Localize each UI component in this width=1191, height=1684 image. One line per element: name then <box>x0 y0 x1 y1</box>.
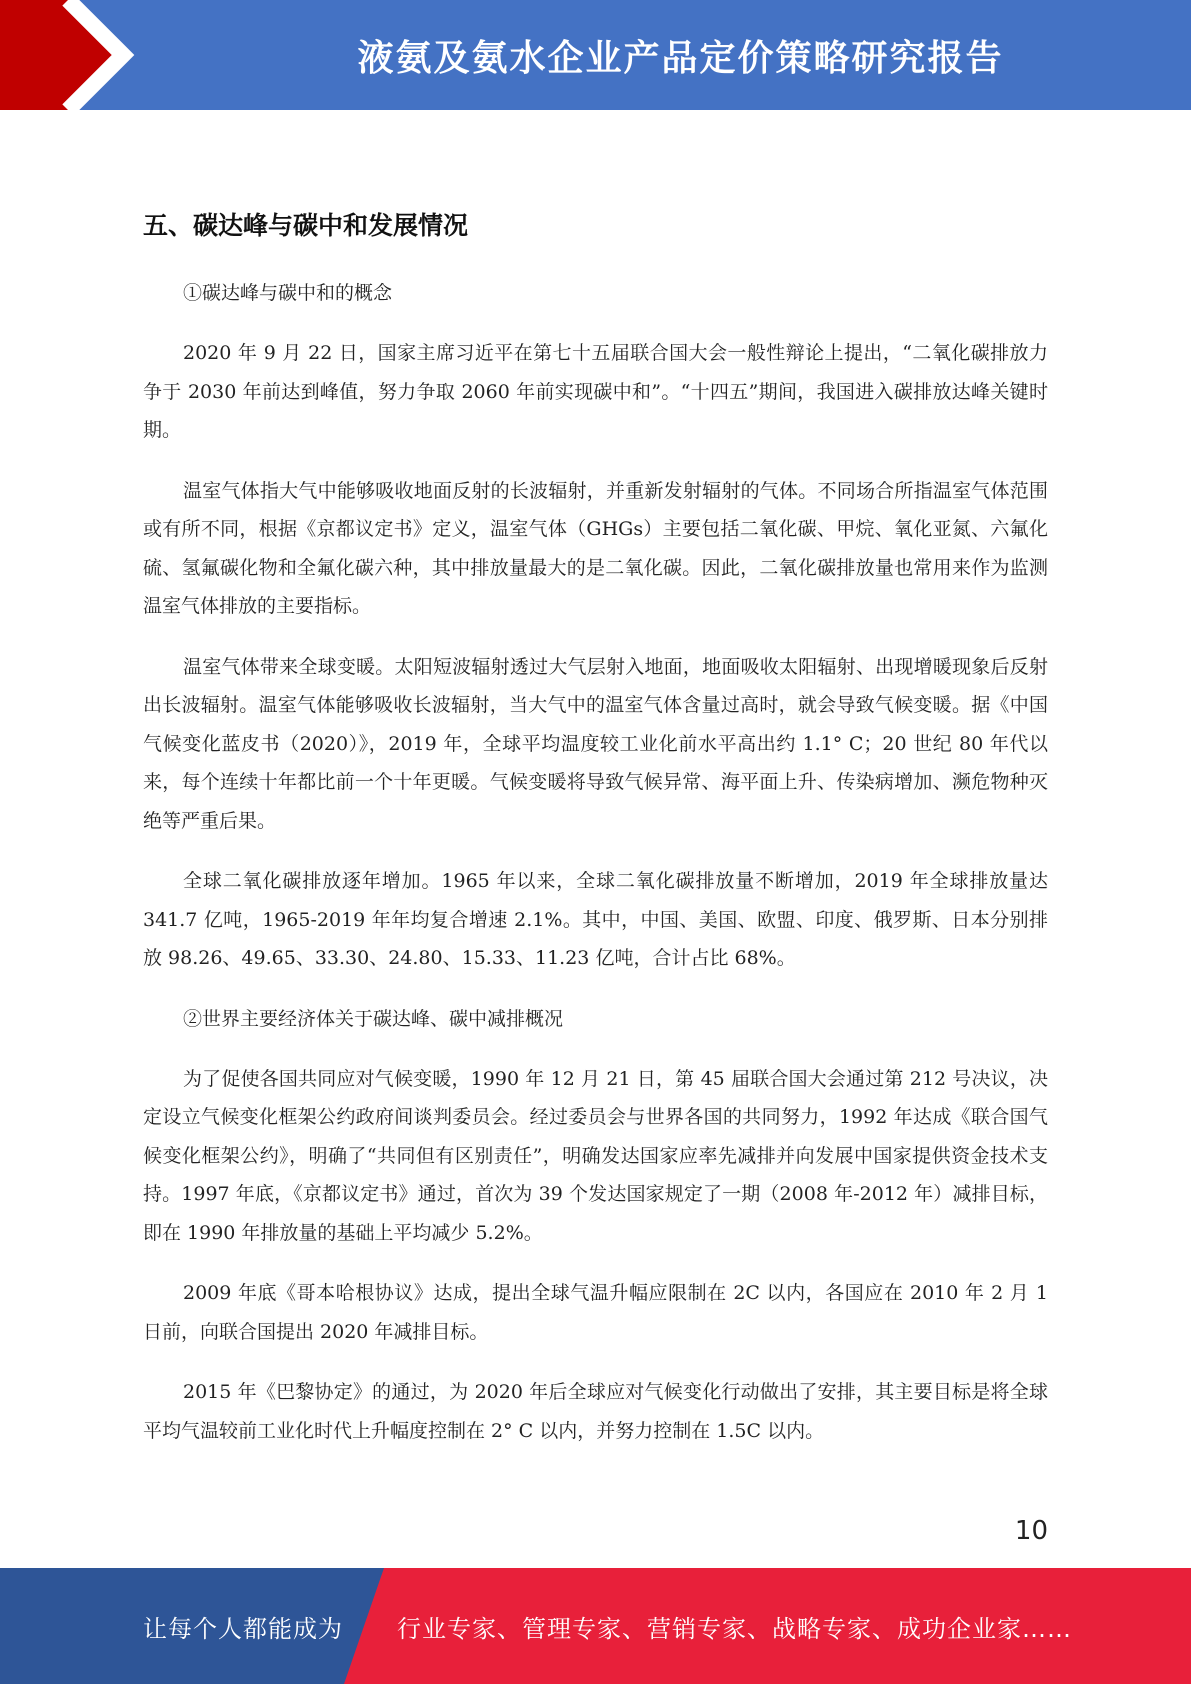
section-heading: 五、碳达峰与碳中和发展情况 <box>143 211 469 240</box>
page-number: 10 <box>1014 1516 1048 1546</box>
subsection-heading-2: ②世界主要经济体关于碳达峰、碳中减排概况 <box>183 1007 564 1030</box>
subsection-heading-1: ①碳达峰与碳中和的概念 <box>183 282 393 304</box>
paragraph-6: 2009 年底《哥本哈根协议》达成，提出全球气温升幅应限制在 2C 以内，各国应在 2010 年 2 月 1 日前，向联合国提出 2020 年减排目标。 <box>143 1282 1048 1343</box>
paragraph-5: 为了促使各国共同应对气候变暖，1990 年 12 月 21 日，第 45 届联合国大会通过第 212 号决议，决定设立气候变化框架公约政府间谈判委员会。经过委员会与世界各国的共同努力，1992 年达成《联合国气候变化框架公约》，明确了“共同但有区别责任”，明确发达国家应率先减排并向发展中国家提供资金技术支持。1997 年底，《京都议定书》通过，首次为 39 个发达国家规定了一期（2008 年-2012 年）减排目标，即在 1990 年排放量的基础上平均减少 5.2%。 <box>143 1067 1048 1244</box>
report-title: 液氨及氨水企业产品定价策略研究报告 <box>357 37 1004 79</box>
page-content <box>143 200 1048 1472</box>
footer-slogan-right: 行业专家、管理专家、营销专家、战略专家、成功企业家…… <box>397 1614 1072 1643</box>
footer-slogan-left: 让每个人都能成为 <box>143 1614 343 1643</box>
paragraph-2: 温室气体指大气中能够吸收地面反射的长波辐射，并重新发射辐射的气体。不同场合所指温室气体范围或有所不同，根据《京都议定书》定义，温室气体（GHGs）主要包括二氧化碳、甲烷、氧化亚氮、六氟化硫、氢氟碳化物和全氟化碳六种，其中排放量最大的是二氧化碳。因此，二氧化碳排放量也常用来作为监测温室气体排放的主要指标。 <box>143 479 1048 617</box>
paragraph-1: 2020 年 9 月 22 日，国家主席习近平在第七十五届联合国大会一般性辩论上提出，“二氧化碳排放力争于 2030 年前达到峰值，努力争取 2060 年前实现碳中和”。“十四五”期间，我国进入碳排放达峰关键时期。 <box>143 342 1048 441</box>
report-header <box>0 0 1191 110</box>
header-arrow-decoration <box>0 0 160 110</box>
paragraph-7: 2015 年《巴黎协定》的通过，为 2020 年后全球应对气候变化行动做出了安排，其主要目标是将全球平均气温较前工业化时代上升幅度控制在 2° C 以内，并努力控制在 1.5C 以内。 <box>143 1381 1048 1442</box>
paragraph-4: 全球二氧化碳排放逐年增加。1965 年以来，全球二氧化碳排放量不断增加，2019 年全球排放量达 341.7 亿吨，1965-2019 年年均复合增速 2.1%。其中，中国、美国、欧盟、印度、俄罗斯、日本分别排放 98.26、49.65、33.30、24.80、15.33、11.23 亿吨，合计占比 68%。 <box>143 870 1048 969</box>
paragraph-3: 温室气体带来全球变暖。太阳短波辐射透过大气层射入地面，地面吸收太阳辐射、出现增暖现象后反射出长波辐射。温室气体能够吸收长波辐射，当大气中的温室气体含量过高时，就会导致气候变暖。据《中国气候变化蓝皮书（2020）》，2019 年，全球平均温度较工业化前水平高出约 1.1° C；20 世纪 80 年代以来，每个连续十年都比前一个十年更暖。气候变暖将导致气候异常、海平面上升、传染病增加、濒危物种灭绝等严重后果。 <box>143 655 1048 832</box>
header-red-arrow <box>0 0 123 110</box>
report-footer <box>0 1568 1191 1684</box>
